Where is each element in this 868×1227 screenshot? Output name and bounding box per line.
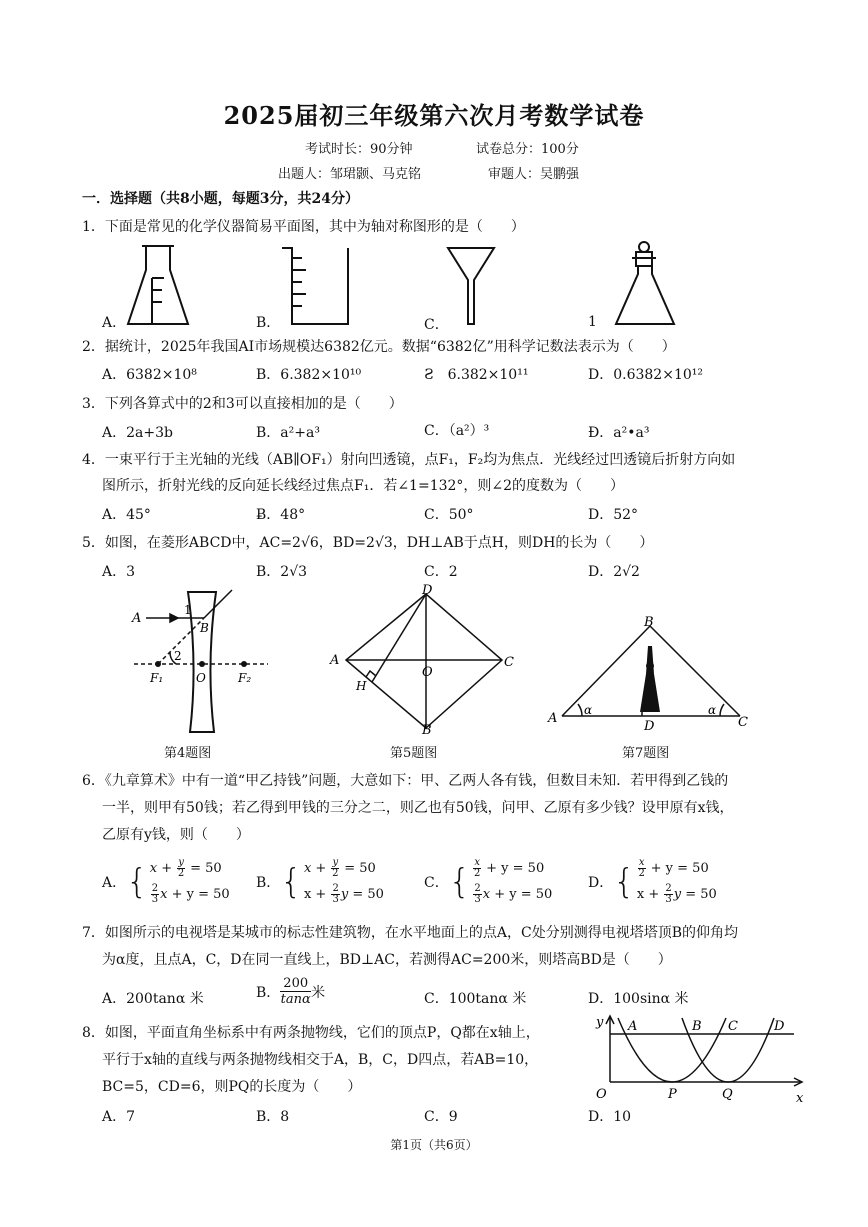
fig4-lens-diagram: [126, 584, 274, 734]
q6-stem-2: 一半，则甲有50钱；若乙得到甲钱的三分之二，则乙也有50钱，问甲、乙原有多少钱？设甲原有x钱，: [102, 800, 734, 816]
beaker-icon: [282, 248, 348, 324]
q1-figures: [96, 238, 736, 332]
flask-icon: [128, 246, 188, 324]
q1-label-c: C．: [424, 317, 449, 333]
q4-opt-a: A．45°: [102, 507, 151, 523]
fig7-label-b: B: [644, 615, 654, 630]
q4-opt-c: C．50°: [424, 507, 474, 523]
fig4-label-o: O: [196, 671, 206, 685]
q8-label-p: P: [668, 1087, 677, 1102]
q1-label-b: B．: [256, 315, 281, 331]
q4-opt-d: D．52°: [588, 507, 639, 523]
fig5-label-b: B: [422, 723, 432, 736]
q8-label-b: B: [692, 1019, 702, 1034]
q7-opt-d: D．100sinα 米: [588, 991, 689, 1007]
q6-stem-1: 6．《九章算术》中有一道“甲乙持钱”问题，大意如下：甲、乙两人各有钱，但数目未知．若甲得到乙钱的: [82, 773, 729, 789]
q8-label-y: y: [596, 1015, 604, 1030]
total-score: 试卷总分：100分: [476, 142, 579, 157]
q3-opt-c: C．（a²）³: [424, 423, 490, 439]
fig5-label-a: A: [330, 653, 340, 668]
fig7-alpha-right: α: [708, 703, 717, 717]
q4-opt-b: Ƀ．48°: [256, 507, 306, 523]
fig5-caption: 第5题图: [390, 746, 438, 761]
fig7-label-a: A: [548, 711, 558, 726]
q8-label-c: C: [728, 1019, 738, 1034]
fig7-alpha-left: α: [584, 703, 593, 717]
q5-opt-c: C．2: [424, 564, 458, 580]
q4-stem-1: 4．一束平行于主光轴的光线（AB∥OF₁）射向凹透镜，点F₁，F₂均为焦点．光线经过凹透镜后折射方向如: [82, 452, 736, 468]
q7-stem-2: 为α度，且点A，C，D在同一直线上，BD⊥AC，若测得AC=200米，则塔高BD是（ ）: [102, 952, 672, 968]
fig4-label-b: B: [200, 621, 209, 635]
q3-opt-d: Ð．a²•a³: [588, 425, 650, 441]
q1-label-d: 1: [588, 314, 597, 330]
fig7-label-c: C: [738, 715, 748, 730]
q8-label-a: A: [628, 1019, 638, 1034]
q1-stem: 1．下面是常见的化学仪器简易平面图，其中为轴对称图形的是（ ）: [82, 219, 525, 235]
q8-parabola-diagram: [590, 1012, 818, 1106]
reviewer: 审题人：吴鹏强: [488, 167, 580, 182]
q6-opt-c: C． { $\frac{x}{2}$ + y = 50 $\frac{2}{3}$ x + y = 50: [424, 857, 553, 905]
q8-stem-1: 8．如图，平面直角坐标系中有两条抛物线，它们的顶点P，Q都在x轴上，: [82, 1025, 540, 1041]
q8-opt-c: C．9: [424, 1109, 458, 1125]
exam-time: 考试时长：90分钟: [305, 142, 413, 157]
q6-opt-d: D． { $\frac{x}{2}$ + y = 50 x + $\frac{2}{3}$ y = 50: [588, 857, 717, 905]
fig4-label-f2: F₂: [238, 671, 252, 685]
q8-label-x: x: [796, 1091, 804, 1106]
q7-stem-1: 7．如图所示的电视塔是某城市的标志性建筑物，在水平地面上的点A，C处分别测得电视塔塔顶B的仰角均: [82, 925, 739, 941]
page-title: 2025届初三年级第六次月考数学试卷: [223, 101, 645, 130]
fig5-label-d: D: [422, 584, 433, 598]
fig4-caption: 第4题图: [164, 746, 212, 761]
q8-opt-a: A．7: [102, 1109, 136, 1125]
q6-opt-a: A． { x + $\frac{y}{2}$ = 50 $\frac{2}{3}$ x + y = 50: [102, 857, 230, 905]
q3-opt-b: B．a²+a³: [256, 425, 320, 441]
fig5-rhombus-diagram: [326, 584, 522, 736]
setters: 出题人：邹珺颢、马克铭: [278, 167, 422, 182]
section-heading: 一．选择题（共8小题，每题3分，共24分）: [82, 191, 359, 207]
q5-stem: 5．如图，在菱形ABCD中，AC=2√6，BD=2√3，DH⊥AB于点H，则DH的长为（ ）: [82, 535, 654, 551]
fig4-label-a: A: [132, 611, 142, 626]
q8-stem-2: 平行于x轴的直线与两条抛物线相交于A，B，C，D四点，若AB=10，: [102, 1052, 539, 1068]
q4-stem-2: 图所示，折射光线的反向延长线经过焦点F₁．若∠1=132°，则∠2的度数为（ ）: [102, 478, 625, 494]
page-footer: 第1页（共6页）: [390, 1138, 478, 1152]
q6-opt-b: B． { x + $\frac{y}{2}$ = 50 x + $\frac{2}{3}$ y = 50: [256, 857, 384, 905]
q8-stem-3: BC=5，CD=6，则PQ的长度为（ ）: [102, 1079, 362, 1095]
stoppered-flask-icon: [616, 242, 674, 324]
q2-opt-d: D．0.6382×10¹²: [588, 367, 703, 383]
fig4-label-2: 2: [174, 649, 182, 663]
q8-label-o: O: [596, 1087, 607, 1102]
q5-opt-b: B．2√3: [256, 564, 308, 580]
q7-opt-c: C．100tanα 米: [424, 991, 527, 1007]
q1-label-a: A．: [102, 315, 127, 331]
q8-opt-d: D．10: [588, 1109, 632, 1125]
q3-opt-a: A．2a+3b: [102, 425, 173, 441]
q2-opt-a: A．6382×10⁸: [102, 367, 197, 383]
q8-label-q: Q: [722, 1087, 733, 1102]
fig5-label-o: O: [422, 665, 433, 680]
q8-label-d: D: [774, 1019, 785, 1034]
funnel-icon: [448, 248, 494, 324]
q2-opt-c: Ƨ 6.382×10¹¹: [424, 367, 529, 383]
fig5-label-h: H: [356, 679, 367, 693]
fig4-label-1: 1: [184, 603, 192, 617]
q3-stem: 3．下列各算式中的2和3可以直接相加的是（ ）: [82, 396, 403, 412]
fig7-caption: 第7题图: [622, 746, 670, 761]
fig5-label-c: C: [504, 655, 514, 670]
q7-opt-b: B． 200 tanα 米: [256, 976, 326, 1007]
q7-opt-a: A．200tanα 米: [102, 991, 204, 1007]
fig4-label-f1: F₁: [150, 671, 164, 685]
q6-stem-3: 乙原有y钱，则（ ）: [102, 827, 250, 843]
q2-stem: 2．据统计，2025年我国AI市场规模达6382亿元。数据“6382亿”用科学记数法表示为（ ）: [82, 339, 676, 355]
fig7-tower-diagram: [544, 612, 754, 734]
q8-opt-b: B．8: [256, 1109, 290, 1125]
q5-opt-a: A．3: [102, 564, 136, 580]
q5-opt-d: D．2√2: [588, 564, 640, 580]
q2-opt-b: B．6.382×10¹⁰: [256, 367, 362, 383]
fig7-label-d: D: [644, 719, 655, 734]
